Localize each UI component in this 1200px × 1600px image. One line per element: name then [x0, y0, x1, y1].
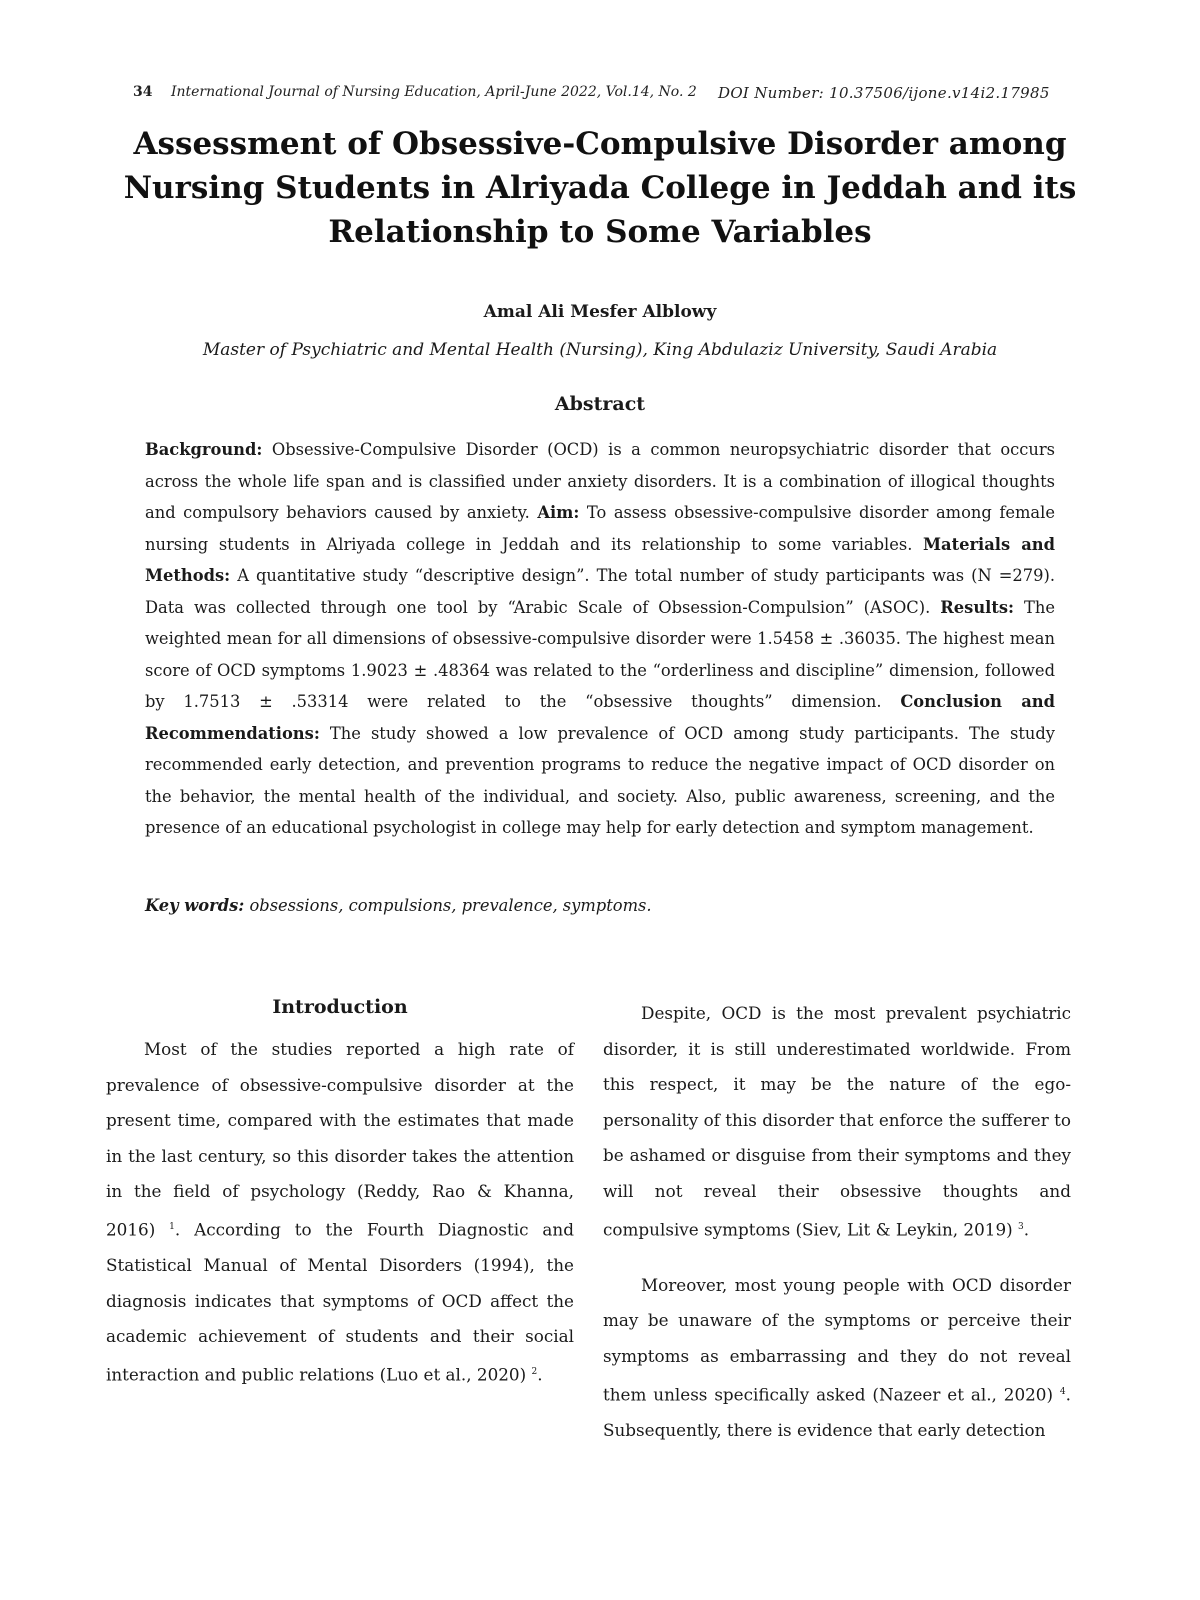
abstract-body [145, 434, 1055, 844]
aim-label: Aim: [537, 503, 580, 522]
journal-citation: International Journal of Nursing Education, April-June 2022, Vol.14, No. 2 [170, 84, 697, 100]
citation-ref-2: 2 [531, 1366, 538, 1377]
intro-paragraph-2 [603, 996, 1071, 1248]
right-column [603, 996, 1071, 1448]
keywords [145, 896, 1055, 915]
conclusion-label: Conclusion and Recommendations: [145, 692, 1055, 743]
intro-p1-text: Most of the studies reported a high rate of prevalence of obsessive-compulsive disorder at the present time, compared with the estimates that made in the last century, so this disorder takes the attention in the field of psychology (Reddy, Rao & Khanna, 2016) [106, 1039, 574, 1240]
background-text: Obsessive-Compulsive Disorder (OCD) is a common neuropsychiatric disorder that occurs across the whole life span and is classified under anxiety disorders. It is a combination of illogical thoughts and compulsory behaviors caused by anxiety. [145, 440, 1055, 522]
paper-title: Assessment of Obsessive-Compulsive Disorder among Nursing Students in Alriyada College in Jeddah and its Relationship to Some Variables [123, 126, 1077, 250]
citation-ref-1: 1 [169, 1221, 175, 1232]
methods-text: A quantitative study “descriptive design”. The total number of study participants was (N =279). Data was collected through one tool by “Arabic Scale of Obsession-Compulsion” (ASOC). [145, 566, 1055, 617]
author-affiliation: Master of Psychiatric and Mental Health (Nursing), King Abdulaziz University, Saudi Arabia [202, 340, 998, 360]
doi-number: DOI Number: 10.37506/ijone.v14i2.17985 [718, 84, 1050, 102]
intro-p2-text: Despite, OCD is the most prevalent psychiatric disorder, it is still underestimated worldwide. From this respect, it may be the nature of the ego-personality of this disorder that enforce the sufferer to be ashamed or disguise from their symptoms and they will not reveal their obsessive thoughts and compulsive symptoms (Siev, Lit & Leykin, 2019) [603, 1003, 1071, 1240]
intro-p3-text: Moreover, most young people with OCD disorder may be unaware of the symptoms or perceive their symptoms as embarrassing and they do not reveal them unless specifically asked (Nazeer et al., 2020) [603, 1274, 1071, 1405]
introduction-heading: Introduction [272, 996, 408, 1018]
citation-ref-3: 3 [1018, 1221, 1024, 1232]
intro-p3-text-2: . Subsequently, there is evidence that early detection [603, 1384, 1071, 1440]
conclusion-text: The study showed a low prevalence of OCD among study participants. The study recommended early detection, and prevention programs to reduce the negative impact of OCD disorder on the behavior, the mental health of the individual, and society. Also, public awareness, screening, and the presence of an educational psychologist in college may help for early detection and symptom management. [145, 723, 1055, 837]
results-label: Results: [940, 597, 1015, 617]
results-text: The weighted mean for all dimensions of obsessive-compulsive disorder were 1.5458 ± .36035. The highest mean score of OCD symptoms 1.9023 ± .48364 was related to the “orderliness and discipline” dimension, followed by 1.7513 ± .53314 were related to the “obsessive thoughts” dimension. [145, 597, 1056, 711]
aim-text: To assess obsessive-compulsive disorder among female nursing students in Alriyada college in Jeddah and its relationship to some variables. [145, 503, 1055, 554]
author-name: Amal Ali Mesfer Alblowy [483, 302, 717, 322]
intro-paragraph-1 [106, 1032, 574, 1393]
running-header [133, 84, 1073, 106]
methods-label: Materials and Methods: [145, 534, 1055, 585]
intro-p1-text-2: . According to the Fourth Diagnostic and Statistical Manual of Mental Disorders (1994), the diagnosis indicates that symptoms of OCD affect the academic achievement of students and their social interaction and public relations (Luo et al., 2020) [106, 1219, 574, 1385]
page-number: 34 [133, 84, 153, 100]
keywords-label: Key words: [145, 896, 245, 915]
intro-paragraph-3 [603, 1268, 1071, 1449]
intro-p2-end: . [1023, 1219, 1030, 1240]
background-label: Background: [145, 440, 263, 459]
intro-p1-end: . [537, 1364, 543, 1385]
left-column [106, 996, 574, 1393]
citation-ref-4: 4 [1059, 1386, 1066, 1397]
keywords-text: obsessions, compulsions, prevalence, symptoms. [244, 896, 652, 915]
abstract-heading: Abstract [554, 393, 646, 415]
